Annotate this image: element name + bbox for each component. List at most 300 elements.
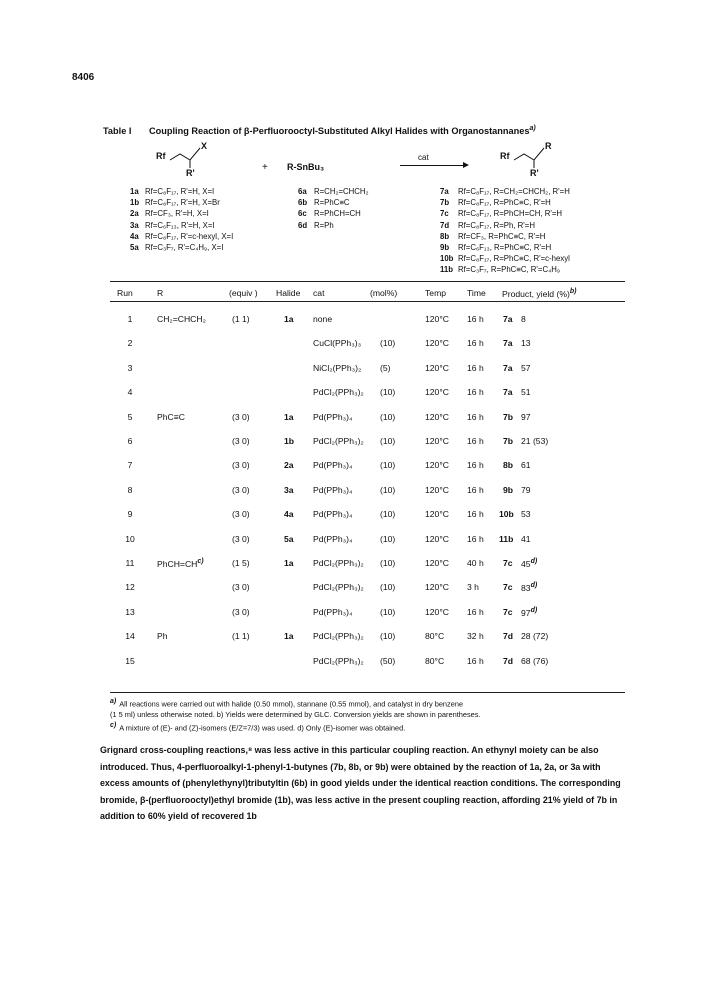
cell-product: [503, 582, 513, 592]
cell-cat-text: Pd(PPh₃)₄: [313, 460, 353, 471]
cell-cat-text: PdCl₂(PPh₃)₂: [313, 558, 364, 568]
cell-time-text: 16 h: [467, 338, 484, 349]
cell-time: [467, 338, 484, 348]
cell-product-text: 9b: [503, 484, 514, 495]
cell-halide-text: 3a: [284, 484, 294, 495]
cell-mol-text: (10): [380, 533, 396, 544]
cell-cat-text: NiCl₂(PPh₃)₂: [313, 362, 362, 373]
cell-equiv: [232, 509, 250, 519]
compound-entry: [440, 220, 570, 231]
cell-run: [115, 485, 145, 495]
compound-entry: [440, 208, 570, 219]
cell-run: [115, 607, 145, 617]
cell-yield-text: 21 (53): [521, 436, 549, 446]
stannane-reagent: R-SnBu₃: [287, 162, 325, 172]
compound-id: 6b: [298, 198, 308, 208]
cell-temp: [425, 338, 449, 348]
cell-yield: [521, 607, 537, 618]
cell-cat: [313, 338, 361, 348]
cell-product: [503, 363, 513, 373]
cell-halide-text: 1a: [284, 411, 294, 422]
cell-cat-text: none: [313, 314, 333, 324]
table-top-rule: [110, 281, 625, 282]
header-run: Run: [117, 288, 133, 298]
cell-run-text: 11: [125, 558, 135, 568]
cell-mol-text: (10): [380, 558, 396, 568]
compound-formula: Rf=C₈F₁₇, R=Ph, R'=H: [458, 220, 535, 230]
cell-time: [467, 656, 484, 666]
header-temp: Temp: [425, 288, 447, 298]
table-bottom-rule: [110, 692, 625, 693]
cell-product: [503, 656, 513, 666]
cell-run: [115, 582, 145, 592]
header-r: R: [157, 288, 164, 298]
compound-entry: [440, 242, 570, 253]
header-product: [502, 288, 576, 299]
cell-r: [157, 558, 204, 569]
cell-run-text: 10: [125, 533, 135, 544]
cell-cat: [313, 460, 353, 470]
page-number: 8406: [72, 72, 95, 83]
compound-formula: Rf=C₃F₇, R'=C₄H₉, X=I: [145, 243, 224, 253]
cell-run: [115, 436, 145, 446]
cell-halide: [284, 534, 294, 544]
cell-product: [503, 460, 513, 470]
cell-product: [499, 534, 513, 544]
cell-mol-text: (10): [380, 582, 396, 593]
cell-mol-text: (10): [380, 338, 396, 349]
compound-id: 5a: [130, 243, 139, 253]
compound-formula: Rf=C₈F₁₇, R=PhCH=CH, R'=H: [458, 209, 563, 219]
cell-product-text: 7a: [503, 338, 513, 349]
cell-yield: [521, 509, 531, 519]
cell-halide: [284, 314, 294, 324]
cell-cat-text: PdCl₂(PPh₃)₂: [313, 387, 364, 398]
cell-temp: [425, 363, 449, 373]
compound-formula: Rf=CF₃, R=PhC≡C, R'=H: [458, 231, 546, 241]
cell-yield-mark: d): [530, 606, 538, 614]
footnote-line: [110, 722, 405, 732]
cell-cat: [313, 485, 353, 495]
cell-halide-text: 4a: [284, 509, 294, 520]
cell-temp-text: 120°C: [425, 338, 449, 349]
table-header-rule: [110, 301, 625, 302]
compound-entry: [440, 264, 570, 275]
footnote-text: All reactions were carried out with halide (0.50 mmol), stannane (0.55 mmol), and catalyst in dry benzene: [119, 699, 464, 709]
cell-temp: [425, 631, 444, 641]
compound-formula: R=Ph: [314, 220, 334, 230]
compound-entry: [130, 208, 233, 219]
cell-mol-text: (10): [380, 606, 396, 617]
cell-time-text: 16 h: [467, 655, 484, 666]
cell-yield-mark: d): [530, 558, 538, 565]
cell-product-text: 7c: [503, 606, 513, 617]
cell-cat: [313, 656, 364, 666]
cell-yield-text: 13: [521, 338, 531, 349]
cell-run: [115, 509, 145, 519]
cell-temp: [425, 460, 449, 470]
compound-id: 6c: [298, 209, 307, 219]
footnote-text: A mixture of (E)- and (Z)-isomers (E/Z=7/3) was used. d) Only (E)-isomer was obtained.: [119, 723, 406, 733]
cell-cat: [313, 363, 361, 373]
cell-cat: [313, 582, 364, 592]
cell-temp: [425, 485, 449, 495]
cell-run-text: 6: [127, 436, 133, 446]
cell-halide: [284, 509, 294, 519]
cell-run-text: 13: [125, 606, 135, 617]
header-product-mark: b): [569, 288, 577, 295]
compound-formula: Rf=C₈F₁₇, R=PhC≡C, R'=H: [458, 198, 551, 208]
cell-product: [503, 607, 513, 617]
cell-product: [503, 338, 513, 348]
cell-temp-text: 120°C: [425, 533, 449, 544]
cell-yield: [521, 363, 531, 373]
cell-product: [503, 436, 513, 446]
cell-temp: [425, 607, 449, 617]
compound-entry: [298, 197, 369, 208]
cell-run-text: 4: [127, 387, 133, 398]
compound-formula: Rf=C₃F₇, R=PhC≡C, R'=C₄H₉: [458, 265, 561, 275]
cell-mol: [380, 338, 395, 348]
cell-time: [467, 387, 484, 397]
compound-id: 9b: [440, 243, 450, 253]
compound-formula: R=PhCH=CH: [314, 209, 361, 219]
cell-run: [115, 363, 145, 373]
cell-run: [115, 534, 145, 544]
cell-mol: [380, 656, 395, 666]
cell-mol: [380, 558, 395, 568]
cell-time-text: 16 h: [467, 314, 484, 324]
cell-run: [115, 387, 145, 397]
compound-entry: [130, 186, 233, 197]
caption-note-mark: a): [529, 125, 536, 132]
cell-temp: [425, 314, 449, 324]
cell-temp: [425, 436, 449, 446]
cell-yield: [521, 412, 531, 422]
cell-cat: [313, 631, 364, 641]
cell-time: [467, 534, 484, 544]
cell-equiv: [232, 485, 250, 495]
reactant-rf: Rf: [156, 151, 166, 161]
product-r1: R': [530, 168, 539, 178]
cell-temp-text: 80°C: [425, 631, 445, 642]
table-caption: [103, 125, 536, 136]
cell-halide: [284, 436, 294, 446]
cell-mol: [380, 412, 395, 422]
cell-cat-text: PdCl₂(PPh₃)₂: [313, 582, 364, 593]
footnote-line: [110, 710, 481, 719]
cell-run-text: 14: [125, 631, 135, 642]
cell-product-text: 7b: [503, 411, 514, 422]
cell-temp-text: 120°C: [425, 362, 449, 373]
cell-yield: [521, 338, 531, 348]
cell-yield-text: 53: [521, 509, 531, 520]
cell-yield: [521, 436, 548, 446]
cell-yield: [521, 485, 531, 495]
cell-r-text: CH₂=CHCH₂: [157, 314, 206, 324]
table-title: Coupling Reaction of β-Perfluorooctyl-Substituted Alkyl Halides with Organostannanes: [149, 126, 530, 137]
cell-run-text: 15: [125, 655, 135, 666]
cell-mol: [380, 460, 395, 470]
cell-time: [467, 558, 484, 568]
header-product-text: Product, yield (%): [502, 288, 570, 299]
cell-run-text: 3: [127, 362, 133, 373]
cell-cat-text: PdCl₂(PPh₃)₂: [313, 655, 364, 666]
cell-time-text: 16 h: [467, 606, 484, 617]
cell-equiv-text: (3 0): [232, 460, 250, 471]
cell-time-text: 16 h: [467, 533, 484, 544]
compound-id: 1b: [130, 198, 140, 208]
cell-yield-text: 79: [521, 484, 531, 495]
cell-temp-text: 120°C: [425, 558, 449, 568]
cell-equiv-text: (3 0): [232, 509, 250, 520]
cell-time: [467, 314, 484, 324]
cell-temp-text: 120°C: [425, 436, 449, 446]
cell-run: [115, 338, 145, 348]
cell-temp-text: 120°C: [425, 484, 449, 495]
compound-formula: Rf=C₈F₁₇, R=PhC≡C, R'=c-hexyl: [458, 254, 570, 264]
cell-yield-text: 97: [521, 607, 531, 618]
compound-id: 1a: [130, 187, 139, 196]
cell-temp-text: 120°C: [425, 460, 449, 471]
cell-mol-text: (10): [380, 484, 396, 495]
cell-temp-text: 80°C: [425, 655, 445, 666]
cell-time-text: 16 h: [467, 411, 484, 422]
cell-cat-text: PdCl₂(PPh₃)₂: [313, 436, 364, 446]
header-halide: Halide: [276, 288, 301, 298]
cell-product-text: 11b: [499, 533, 514, 544]
cell-run: [115, 412, 145, 422]
arrow-head-icon: [463, 162, 469, 168]
cell-yield-text: 57: [521, 362, 531, 373]
cell-product: [503, 485, 513, 495]
table-label: Table I: [103, 126, 132, 137]
cell-time: [467, 436, 484, 446]
cell-temp: [425, 656, 444, 666]
compound-entry: [440, 186, 570, 197]
cell-equiv-text: (3 0): [232, 436, 250, 446]
compound-formula: R=CH₂=CHCH₂: [314, 187, 369, 196]
cell-yield-text: 97: [521, 411, 531, 422]
cell-cat: [313, 387, 364, 397]
cell-cat-text: Pd(PPh₃)₄: [313, 484, 353, 495]
cell-product-text: 10b: [499, 509, 514, 520]
cell-temp-text: 120°C: [425, 509, 449, 520]
compound-id: 2a: [130, 209, 139, 219]
cell-equiv: [232, 412, 250, 422]
header-equiv: (equiv ): [229, 288, 258, 298]
cell-mol: [380, 607, 395, 617]
cell-time-text: 16 h: [467, 436, 484, 446]
cell-r-text: Ph: [157, 631, 168, 642]
cell-time: [467, 485, 484, 495]
cell-cat: [313, 534, 353, 544]
cell-yield-text: 68 (76): [521, 655, 549, 666]
cell-cat-text: Pd(PPh₃)₄: [313, 509, 353, 520]
cell-equiv-text: (1 5): [232, 558, 250, 568]
cell-mol: [380, 534, 395, 544]
compound-id: 8b: [440, 231, 450, 241]
cell-time-text: 16 h: [467, 460, 484, 471]
cell-halide: [284, 485, 294, 495]
cell-run: [115, 460, 145, 470]
catalyst-label: cat: [418, 153, 429, 162]
cell-time-text: 3 h: [467, 582, 479, 593]
cell-time: [467, 607, 484, 617]
compound-entry: [298, 208, 369, 219]
compound-id: 7c: [440, 209, 449, 219]
cell-equiv-text: (3 0): [232, 411, 250, 422]
cell-cat: [313, 314, 332, 324]
compound-formula: R=PhC≡C: [314, 198, 350, 208]
header-mol: (mol%): [370, 288, 398, 298]
cell-yield: [521, 460, 531, 470]
compound-formula: Rf=CF₃, R'=H, X=I: [145, 209, 209, 219]
cell-cat-text: Pd(PPh₃)₄: [313, 606, 353, 617]
cell-run-text: 5: [127, 411, 133, 422]
cell-halide: [284, 631, 294, 641]
compound-id: 3a: [130, 220, 139, 230]
cell-cat: [313, 509, 353, 519]
cell-equiv-text: (3 0): [232, 484, 250, 495]
cell-mol-text: (10): [380, 387, 396, 398]
cell-time-text: 16 h: [467, 509, 484, 520]
cell-yield-mark: d): [530, 582, 538, 590]
cell-product-text: 7d: [503, 631, 514, 642]
cell-run: [115, 558, 145, 568]
cell-cat: [313, 558, 364, 568]
cell-run-text: 7: [127, 460, 133, 471]
reactant-x: X: [201, 141, 208, 151]
cell-temp-text: 120°C: [425, 606, 449, 617]
cell-time: [467, 412, 484, 422]
cell-halide: [284, 460, 294, 470]
cell-time-text: 32 h: [467, 631, 484, 642]
cell-time-text: 40 h: [467, 558, 484, 568]
compound-id: 6d: [298, 220, 308, 230]
cell-yield: [521, 534, 531, 544]
halide-list: [130, 186, 233, 253]
cell-equiv: [232, 631, 250, 641]
cell-run: [115, 656, 145, 666]
cell-product-text: 7c: [503, 558, 513, 568]
cell-yield: [521, 656, 548, 666]
cell-halide-text: 1a: [284, 558, 294, 568]
compound-entry: [440, 231, 570, 242]
cell-equiv: [232, 558, 250, 568]
cell-halide-text: 1b: [284, 436, 295, 446]
footnote-mark: a): [110, 698, 117, 705]
product-list: [440, 186, 570, 276]
cell-temp-text: 120°C: [425, 582, 449, 593]
compound-id: 7b: [440, 198, 450, 208]
cell-halide: [284, 558, 294, 568]
cell-cat: [313, 436, 364, 446]
compound-formula: Rf=C₈F₁₇, R=CH₂=CHCH₂, R'=H: [458, 187, 570, 196]
cell-cat-text: Pd(PPh₃)₄: [313, 533, 353, 544]
cell-mol-text: (10): [380, 509, 396, 520]
cell-equiv-text: (3 0): [232, 533, 250, 544]
cell-product-text: 7a: [503, 314, 513, 324]
cell-equiv-text: (3 0): [232, 582, 250, 593]
compound-entry: [440, 253, 570, 264]
cell-time: [467, 582, 479, 592]
cell-run-text: 8: [127, 484, 133, 495]
cell-cat-text: PdCl₂(PPh₃)₂: [313, 631, 364, 642]
compound-id: 10b: [440, 254, 454, 264]
cell-equiv: [232, 534, 250, 544]
cell-run-text: 12: [125, 582, 135, 593]
compound-entry: [298, 186, 369, 197]
stannane-list: [298, 186, 369, 231]
cell-yield-text: 61: [521, 460, 531, 471]
compound-formula: Rf=C₈F₁₇, R'=c-hexyl, X=I: [145, 231, 234, 241]
cell-time: [467, 363, 484, 373]
cell-yield-text: 28 (72): [521, 631, 549, 642]
cell-r-mark: c): [197, 558, 204, 565]
compound-entry: [130, 197, 233, 208]
cell-product: [499, 509, 514, 519]
cell-halide-text: 1a: [284, 314, 294, 324]
cell-time: [467, 631, 484, 641]
cell-yield-text: 45: [521, 558, 531, 569]
cell-equiv: [232, 582, 250, 592]
cell-product-text: 7d: [503, 655, 514, 666]
cell-temp-text: 120°C: [425, 314, 449, 324]
compound-entry: [130, 231, 233, 242]
cell-temp-text: 120°C: [425, 411, 449, 422]
cell-time-text: 16 h: [467, 362, 484, 373]
cell-halide-text: 2a: [284, 460, 294, 471]
cell-run-text: 9: [127, 509, 133, 520]
cell-product-text: 7c: [503, 582, 513, 593]
cell-equiv: [232, 436, 250, 446]
product-rf: Rf: [500, 151, 510, 161]
cell-cat-text: Pd(PPh₃)₄: [313, 411, 353, 422]
compound-id: 11b: [440, 265, 454, 275]
cell-mol: [380, 387, 395, 397]
cell-r: [157, 314, 206, 324]
cell-equiv: [232, 460, 250, 470]
cell-mol-text: (10): [380, 460, 396, 471]
cell-mol-text: (10): [380, 631, 396, 642]
cell-equiv-text: (1 1): [232, 631, 250, 642]
cell-product-text: 7b: [503, 436, 514, 446]
cell-r: [157, 631, 168, 641]
cell-temp: [425, 558, 449, 568]
product-r: R: [545, 141, 552, 151]
compound-formula: Rf=C₈F₁₇, R'=H, X=Br: [145, 198, 220, 208]
compound-entry: [298, 220, 369, 231]
cell-yield: [521, 631, 548, 641]
cell-temp: [425, 509, 449, 519]
cell-time: [467, 460, 484, 470]
cell-run-text: 2: [127, 338, 133, 349]
cell-product: [503, 412, 513, 422]
cell-equiv: [232, 314, 250, 324]
header-cat: cat: [313, 288, 325, 298]
footnote-mark: c): [110, 722, 117, 729]
cell-mol-text: (5): [380, 362, 391, 373]
cell-temp-text: 120°C: [425, 387, 449, 398]
compound-formula: Rf=C₆F₁₃, R=PhC≡C, R'=H: [458, 243, 552, 253]
cell-product-text: 7a: [503, 362, 513, 373]
cell-yield-text: 83: [521, 583, 531, 594]
compound-entry: [440, 197, 570, 208]
cell-time: [467, 509, 484, 519]
cell-cat-text: CuCl(PPh₃)₃: [313, 338, 362, 349]
cell-run: [115, 631, 145, 641]
